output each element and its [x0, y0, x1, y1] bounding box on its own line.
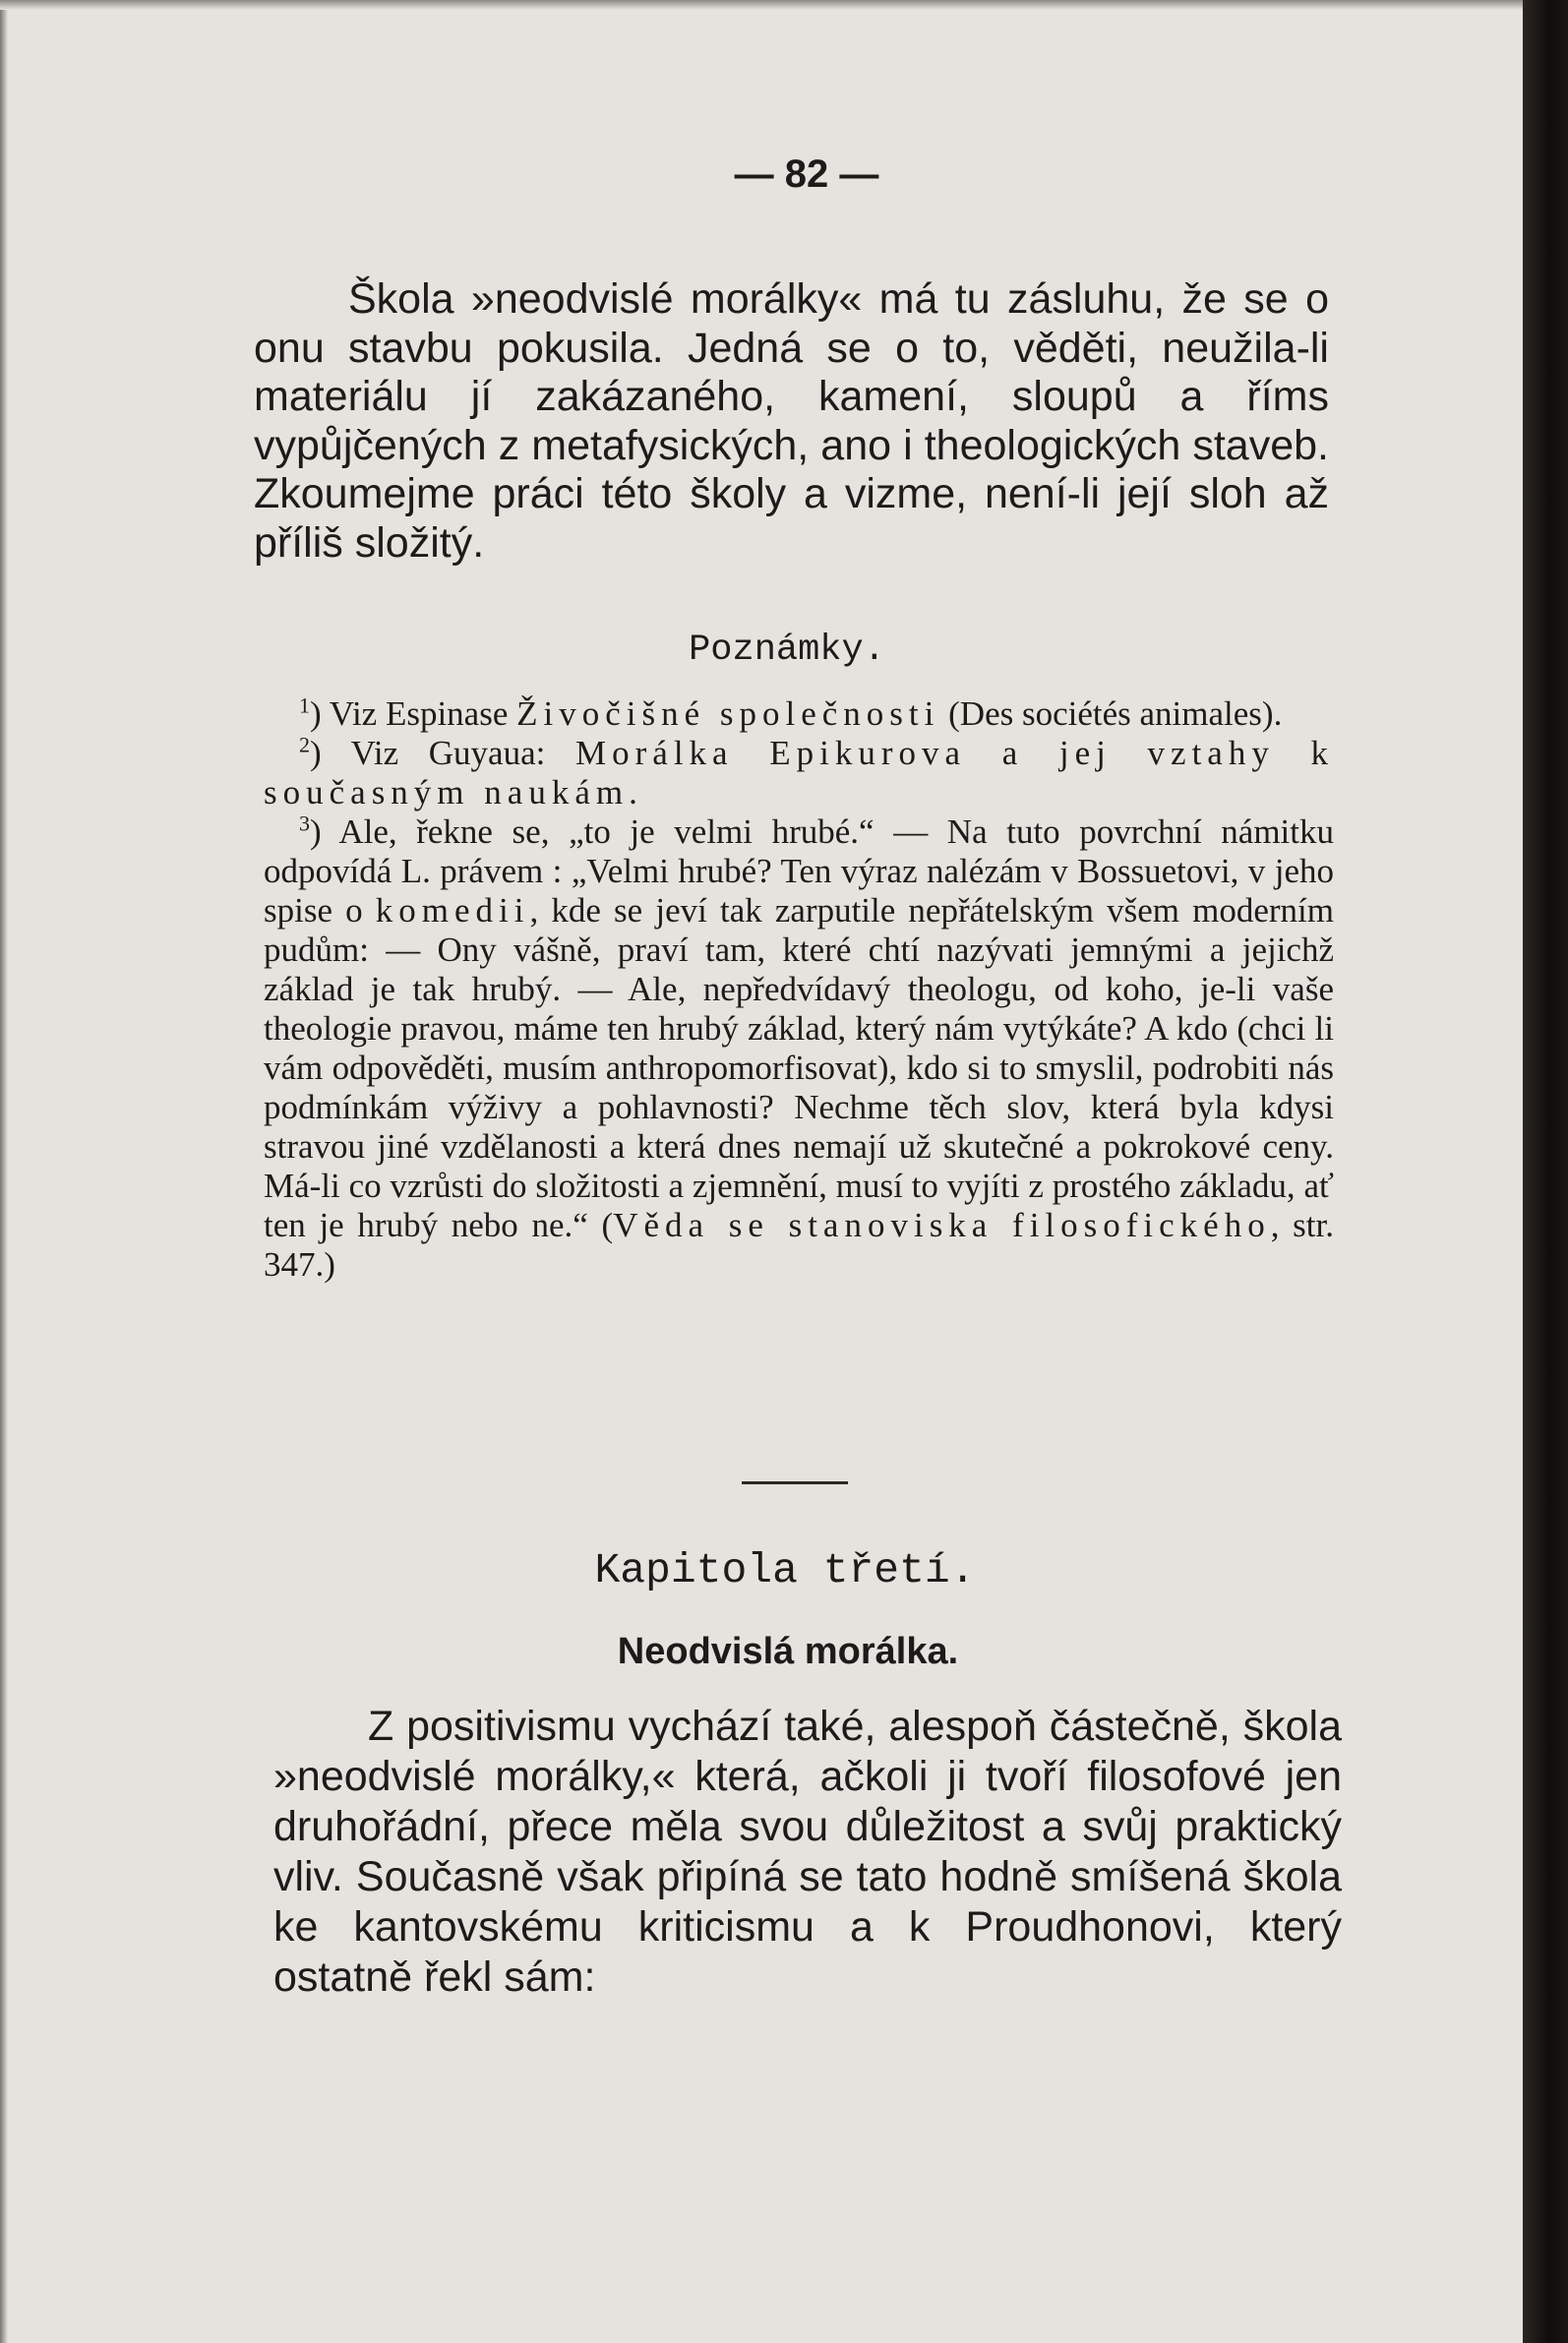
footnote-2	[264, 734, 1334, 812]
footnote-3	[264, 812, 1334, 1285]
footnote-1-title: Živočišné společnosti	[516, 694, 940, 733]
footnote-2-mark: 2	[299, 732, 310, 757]
footnote-1-text-end: (Des sociétés animales).	[939, 694, 1283, 733]
footnote-3-mark: 3	[299, 811, 310, 836]
footnotes	[264, 694, 1334, 1285]
footnote-3-source: Věda se stanoviska filosofického	[613, 1206, 1271, 1244]
footnote-3-text-end: , str. 347.)	[264, 1206, 1334, 1284]
chapter-subtitle: Neodvislá morálka.	[617, 1631, 959, 1672]
paragraph-text: Z positivismu vychází také, alespoň částečně, škola »neodvislé morálky,« která, ačkoli ji tvoří filosofové jen druhořádní, přece měla svou důležitost a svůj praktický vliv. Současně však připíná se tato hodně smíšená škola ke kantovskému kriticismu a k Proudhonovi, který ostatně řekl sám:	[273, 1703, 1342, 2001]
footnote-2-title: Morálka Epikurova a jej vztahy k současným naukám.	[264, 734, 1334, 811]
book-spine-shadow	[1523, 0, 1568, 2343]
chapter-title: Kapitola třetí.	[594, 1546, 976, 1594]
footnote-1-text: ) Viz Espinase	[310, 694, 517, 733]
page-edge-top	[0, 0, 1523, 10]
notes-heading: Poznámky.	[689, 630, 885, 671]
footnote-2-text: ) Viz Guyaua:	[310, 734, 576, 772]
footnote-3-text: ) Ale, řekne se, „to je velmi hrubé.“ — Na tuto povrchní námitku odpovídá L. právem : „Velmi hrubé? Ten výraz nalézám v Bossuetovi, v jeho spise o	[264, 812, 1334, 930]
body-paragraph-2	[273, 1702, 1342, 2003]
footnote-1-mark: 1	[299, 692, 310, 718]
page-number: — 82 —	[734, 152, 879, 196]
footnote-3-text-mid: , kde se jeví tak zarputile nepřátelským všem moderním pudům: — Ony vášně, praví tam, které chtí nazývati jemnými a jejichž základ je tak hrubý. — Ale, nepředvídavý theologu, od koho, je-li vaše theologie pravou, máme ten hrubý základ, který nám vytýkáte? A kdo (chci li vám odpověděti, musím anthropomorfisovat), kdo si to smyslil, podrobiti nás podmínkám výživy a pohlavnosti? Nechme těch slov, která byla kdysi stravou jiné vzdělanosti a která dnes nemají už skutečné a pokrokové ceny. Má-li co vzrůsti do složitosti a zjemnění, musí to vyjíti z prostého základu, ať ten je hrubý nebo ne.“ (	[264, 891, 1334, 1244]
footnote-3-work: komedii	[375, 891, 530, 930]
paragraph-text: Škola »neodvislé morálky« má tu zásluhu, že se o onu stavbu pokusila. Jedná se o to, věděti, neužila-li materiálu jí zakázaného, kamení, sloupů a říms vypůjčených z metafysických, ano i theologických staveb. Zkoumejme práci této školy a vizme, není-li její sloh až příliš složitý.	[254, 275, 1329, 567]
page-edge-left	[0, 0, 8, 2343]
section-divider	[742, 1481, 848, 1484]
body-paragraph-1	[254, 275, 1329, 568]
footnote-1	[264, 694, 1334, 734]
